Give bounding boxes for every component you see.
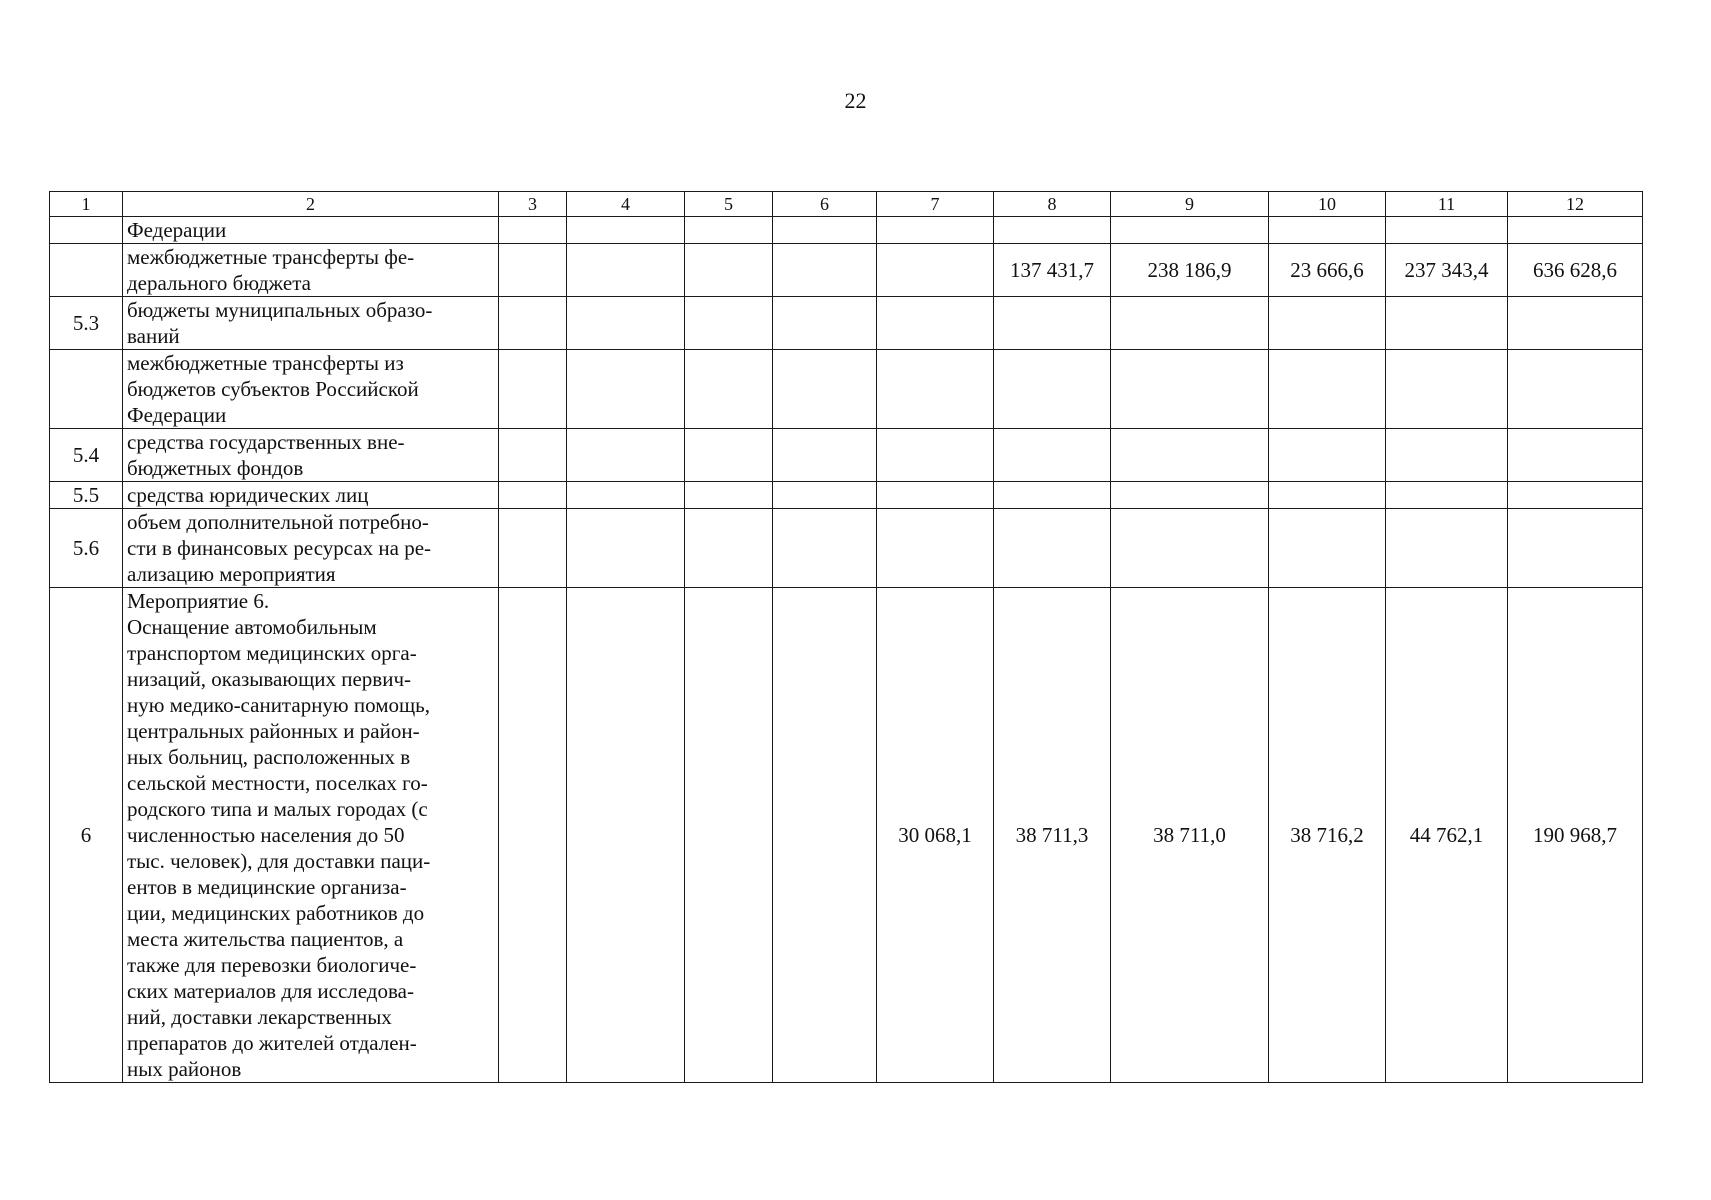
- value-cell-c12: [1508, 429, 1643, 482]
- value-cell-c9: [1111, 429, 1269, 482]
- value-cell-c4: [567, 217, 685, 244]
- value-cell-c6: [773, 244, 877, 297]
- value-cell-c9: 38 711,0: [1111, 588, 1269, 1083]
- header-row: [50, 192, 1643, 217]
- value-cell-c7: [877, 350, 994, 429]
- row-name-cell: [123, 588, 499, 1083]
- header-cell: 12: [1508, 192, 1643, 217]
- value-cell-c11: 237 343,4: [1386, 244, 1508, 297]
- value-cell-c6: [773, 297, 877, 350]
- value-cell-c4: [567, 429, 685, 482]
- value-cell-c11: [1386, 217, 1508, 244]
- value-cell-c12: [1508, 482, 1643, 509]
- row-name-text: межбюджетные трансферты фе- дерального бюджета: [127, 245, 415, 295]
- value-cell-c8: [994, 350, 1111, 429]
- value-cell-c4: [567, 350, 685, 429]
- value-cell-c4: [567, 482, 685, 509]
- value-cell-c8: [994, 217, 1111, 244]
- row-number-cell: 5.3: [50, 297, 123, 350]
- value-cell-c5: [685, 429, 773, 482]
- row-name-cell: [123, 350, 499, 429]
- value-cell-c12: [1508, 509, 1643, 588]
- row-name-cell: [123, 244, 499, 297]
- value-cell-c5: [685, 217, 773, 244]
- value-cell-c3: [499, 509, 567, 588]
- value-cell-c3: [499, 588, 567, 1083]
- value-cell-c11: [1386, 429, 1508, 482]
- value-cell-c3: [499, 350, 567, 429]
- value-cell-c11: 44 762,1: [1386, 588, 1508, 1083]
- value-cell-c9: [1111, 217, 1269, 244]
- value-cell-c11: [1386, 297, 1508, 350]
- value-cell-c4: [567, 509, 685, 588]
- value-cell-c7: [877, 482, 994, 509]
- header-cell: 8: [994, 192, 1111, 217]
- value-cell-c10: [1269, 297, 1386, 350]
- row-name-text: Федерации: [127, 218, 227, 242]
- row-number-cell: [50, 244, 123, 297]
- value-cell-c3: [499, 297, 567, 350]
- row-name-text: средства государственных вне- бюджетных фондов: [127, 430, 405, 480]
- value-cell-c5: [685, 588, 773, 1083]
- value-cell-c12: 636 628,6: [1508, 244, 1643, 297]
- value-cell-c8: 137 431,7: [994, 244, 1111, 297]
- row-number-cell: 5.5: [50, 482, 123, 509]
- value-cell-c10: 38 716,2: [1269, 588, 1386, 1083]
- value-cell-c8: 38 711,3: [994, 588, 1111, 1083]
- value-cell-c7: [877, 217, 994, 244]
- value-cell-c5: [685, 244, 773, 297]
- row-name-cell: [123, 217, 499, 244]
- value-cell-c6: [773, 482, 877, 509]
- row-number-cell: [50, 217, 123, 244]
- value-cell-c3: [499, 244, 567, 297]
- row-name-text: средства юридических лиц: [127, 483, 369, 507]
- row-name-text: объем дополнительной потребно- сти в финансовых ресурсах на ре- ализацию мероприятия: [127, 510, 432, 586]
- row-number-cell: 5.4: [50, 429, 123, 482]
- row-name-cell: [123, 509, 499, 588]
- header-cell: 2: [123, 192, 499, 217]
- value-cell-c7: [877, 244, 994, 297]
- value-cell-c7: [877, 509, 994, 588]
- value-cell-c5: [685, 297, 773, 350]
- value-cell-c6: [773, 429, 877, 482]
- row-name-cell: [123, 429, 499, 482]
- value-cell-c10: 23 666,6: [1269, 244, 1386, 297]
- value-cell-c10: [1269, 482, 1386, 509]
- value-cell-c6: [773, 509, 877, 588]
- row-name-cell: [123, 482, 499, 509]
- table-row: [50, 429, 1643, 482]
- value-cell-c4: [567, 588, 685, 1083]
- row-name-text: бюджеты муниципальных образо- ваний: [127, 298, 433, 348]
- value-cell-c5: [685, 509, 773, 588]
- value-cell-c11: [1386, 350, 1508, 429]
- value-cell-c12: [1508, 297, 1643, 350]
- header-cell: 9: [1111, 192, 1269, 217]
- header-cell: 1: [50, 192, 123, 217]
- table-row: [50, 588, 1643, 1083]
- value-cell-c8: [994, 509, 1111, 588]
- value-cell-c10: [1269, 509, 1386, 588]
- value-cell-c9: [1111, 350, 1269, 429]
- table-row: [50, 217, 1643, 244]
- row-number-cell: [50, 350, 123, 429]
- value-cell-c5: [685, 482, 773, 509]
- header-cell: 7: [877, 192, 994, 217]
- table-row: [50, 482, 1643, 509]
- table-row: [50, 297, 1643, 350]
- header-cell: 11: [1386, 192, 1508, 217]
- row-name-cell: [123, 297, 499, 350]
- value-cell-c8: [994, 297, 1111, 350]
- value-cell-c12: 190 968,7: [1508, 588, 1643, 1083]
- value-cell-c11: [1386, 482, 1508, 509]
- value-cell-c3: [499, 217, 567, 244]
- row-name-text: Мероприятие 6. Оснащение автомобильным транспортом медицинских орга- низаций, оказывающих первич- ную медико-санитарную помощь, центральных районных и район- ных больниц, расположенных в сельской местности, поселках го- родского типа и малых городах (с численностью населения до 50 тыс. человек), для доставки паци- ентов в медицинские организа- ции, медицинских работников до места жительства пациентов, а также для перевозки биологиче- ских материалов для исследова- ний, доставки лекарственных препаратов до жителей отдален- ных районов: [127, 589, 431, 1081]
- value-cell-c12: [1508, 350, 1643, 429]
- value-cell-c10: [1269, 350, 1386, 429]
- header-cell: 4: [567, 192, 685, 217]
- value-cell-c10: [1269, 429, 1386, 482]
- value-cell-c7: [877, 297, 994, 350]
- value-cell-c6: [773, 350, 877, 429]
- page-number: 22: [844, 88, 867, 113]
- value-cell-c6: [773, 217, 877, 244]
- header-cell: 3: [499, 192, 567, 217]
- value-cell-c4: [567, 297, 685, 350]
- value-cell-c3: [499, 482, 567, 509]
- table-row: [50, 350, 1643, 429]
- header-cell: 10: [1269, 192, 1386, 217]
- value-cell-c10: [1269, 217, 1386, 244]
- value-cell-c7: 30 068,1: [877, 588, 994, 1083]
- value-cell-c9: [1111, 482, 1269, 509]
- value-cell-c8: [994, 429, 1111, 482]
- row-name-text: межбюджетные трансферты из бюджетов субъектов Российской Федерации: [127, 351, 419, 427]
- header-cell: 6: [773, 192, 877, 217]
- value-cell-c3: [499, 429, 567, 482]
- value-cell-c9: [1111, 297, 1269, 350]
- row-number-cell: 5.6: [50, 509, 123, 588]
- value-cell-c9: [1111, 509, 1269, 588]
- value-cell-c5: [685, 350, 773, 429]
- value-cell-c6: [773, 588, 877, 1083]
- table-row: [50, 244, 1643, 297]
- budget-table: [49, 191, 1643, 1083]
- value-cell-c12: [1508, 217, 1643, 244]
- value-cell-c11: [1386, 509, 1508, 588]
- table-row: [50, 509, 1643, 588]
- value-cell-c4: [567, 244, 685, 297]
- header-cell: 5: [685, 192, 773, 217]
- value-cell-c9: 238 186,9: [1111, 244, 1269, 297]
- row-number-cell: 6: [50, 588, 123, 1083]
- value-cell-c7: [877, 429, 994, 482]
- value-cell-c8: [994, 482, 1111, 509]
